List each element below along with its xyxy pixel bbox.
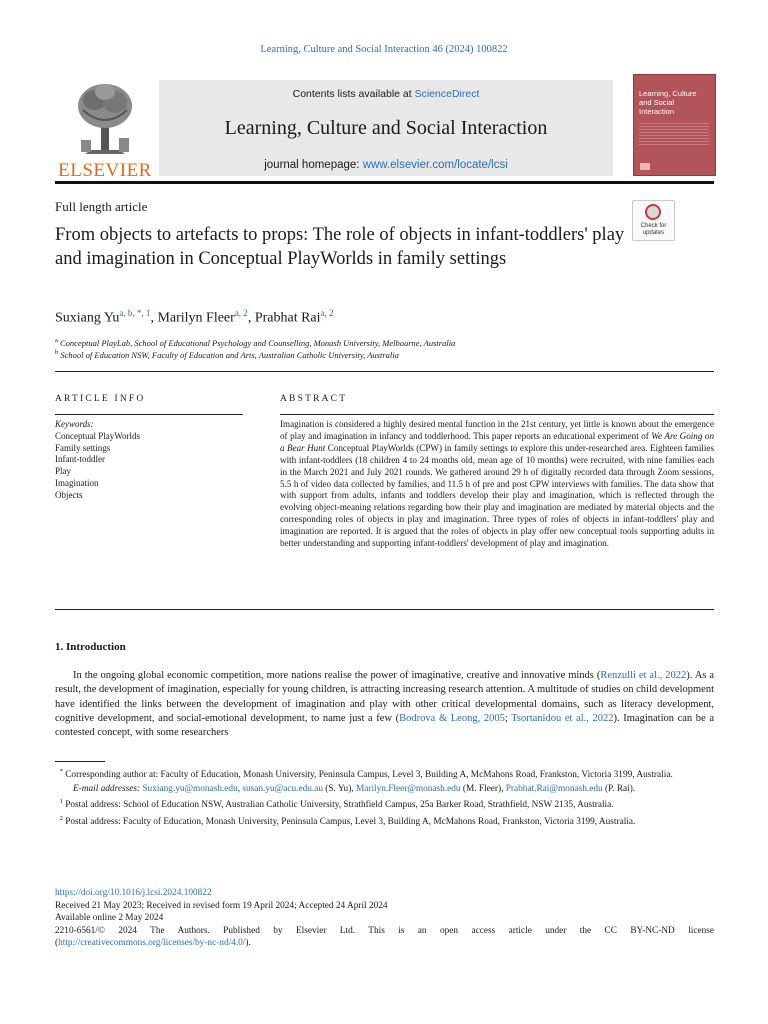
text: In the ongoing global economic competition, more nations realise the power of imaginative, creative and innovative minds (: [73, 670, 601, 681]
affiliation: [55, 337, 455, 348]
author-name[interactable]: Marilyn Fleer: [157, 310, 235, 326]
article-metadata: [55, 887, 714, 950]
section-rule: [55, 371, 714, 372]
abstract-heading: ABSTRACT: [280, 394, 348, 404]
text: ). Imagination can be a contested concept, with some researchers: [55, 712, 715, 739]
author-marks[interactable]: a, 2: [320, 308, 334, 318]
email-link[interactable]: susan.yu@acu.edu.au: [242, 783, 323, 794]
email-link[interactable]: Marilyn.Fleer@monash.edu: [355, 783, 461, 794]
check-for-updates-button[interactable]: [632, 200, 675, 241]
sciencedirect-link[interactable]: ScienceDirect: [414, 88, 480, 100]
footnote-text: Postal address: School of Education NSW, Australian Catholic University, Strathfield Campus, 25a Barker Road, Strathfield, NSW 2135, Australia.: [65, 800, 614, 811]
elsevier-tree-icon: [75, 80, 135, 158]
footnote-2: [55, 813, 714, 829]
author-marks[interactable]: a, b, *, 1: [119, 308, 151, 318]
abstract-part: Imagination is considered a highly desired mental function in the 21st century, yet little is known about the emergence of play and imagination in infancy and toddlerhood. This paper reports an educational experiment of: [280, 419, 714, 441]
footnote-text: (M. Fleer),: [460, 783, 506, 794]
footnote-text: Postal address: Faculty of Education, Monash University, Peninsula Campus, Level 3, Building A, McMahons Road, Frankston, Victoria 3199, Australia.: [65, 817, 636, 828]
introduction-body: [55, 669, 714, 740]
header-rule: [55, 181, 714, 184]
email-link[interactable]: Prabhat.Rai@monash.edu: [505, 783, 603, 794]
keywords-block: [55, 419, 140, 502]
journal-reference[interactable]: Learning, Culture and Social Interaction 46 (2024) 100822: [260, 44, 508, 55]
cover-title: Learning, Culture and Social Interaction: [639, 89, 697, 116]
email-link[interactable]: Suxiang.yu@monash.edu: [142, 783, 238, 794]
elsevier-logo[interactable]: [55, 80, 155, 180]
author-marks[interactable]: a, 2: [234, 308, 248, 318]
footnote-corresponding: [55, 766, 714, 782]
paragraph: [55, 669, 714, 740]
homepage-prefix: journal homepage:: [264, 159, 363, 171]
article-info-heading: ARTICLE INFO: [55, 394, 146, 404]
journal-cover-thumbnail[interactable]: [633, 74, 716, 176]
check-updates-icon: [645, 204, 661, 220]
doi-link[interactable]: https://doi.org/10.1016/j.lcsi.2024.100822: [55, 888, 212, 898]
citation-link[interactable]: Renzulli et al., 2022: [600, 670, 687, 681]
affiliation-text: School of Education NSW, Faculty of Education and Arts, Australian Catholic University, Australia: [60, 349, 399, 360]
license-link-line: (http://creativecommons.org/licenses/by-nc-nd/4.0/).: [55, 938, 251, 949]
author-name[interactable]: Prabhat Rai: [254, 310, 321, 326]
text: ). As a result, the development of imagination, especially for young children, is attracting increasing research attention. A multitude of studies on child development have identified the links between the development of imagination and play with other critical developmental domains, such as literacy development, cognitive development, and social-emotional development, to name just a few (: [55, 670, 715, 724]
license-text: 2210-6561/© 2024 The Authors. Published by Elsevier Ltd. This is an open access article under the CC BY-NC-ND license: [55, 925, 714, 936]
footnotes: [55, 766, 714, 830]
footnote-rule: [55, 761, 105, 762]
license-link[interactable]: http://creativecommons.org/licenses/by-nc-nd/4.0/: [58, 938, 246, 949]
footnote-mark: *: [59, 768, 63, 775]
abstract-end-rule: [55, 609, 714, 610]
contents-prefix: Contents lists available at: [292, 88, 415, 100]
homepage-link[interactable]: www.elsevier.com/locate/lcsi: [362, 159, 508, 171]
homepage-line: [159, 159, 613, 171]
received-dates: Received 21 May 2023; Received in revised form 19 April 2024; Accepted 24 April 2024: [55, 900, 388, 911]
contents-line: [159, 88, 613, 100]
keyword-item: Family settings: [55, 442, 111, 453]
check-updates-label: Check for updates: [640, 223, 667, 236]
abstract-rule: [280, 414, 714, 415]
footnote-mark: 1: [59, 798, 63, 806]
keyword-item: Imagination: [55, 477, 99, 488]
author-name[interactable]: Suxiang Yu: [55, 310, 120, 326]
footnote-text: (P. Rai).: [602, 783, 636, 794]
footnote-emails: E-mail addresses: Suxiang.yu@monash.edu, susan.yu@acu.edu.au (S. Yu), Marilyn.Fleer@monash.edu (M. Fleer), Prabhat.Rai@monash.edu (P. Rai).: [73, 783, 636, 794]
affiliation: [55, 349, 399, 360]
text: ;: [504, 712, 512, 724]
abstract-italic: We Are Going on a Bear Hunt: [280, 430, 714, 453]
affiliation-mark: b: [55, 349, 59, 356]
article-title: From objects to artefacts to props: The role of objects in infant-toddlers' play and imagination in Conceptual PlayWorlds in family settings: [55, 225, 625, 269]
journal-banner: [159, 80, 613, 176]
cover-publisher-logo: [640, 163, 650, 170]
abstract-part: Conceptual PlayWorlds (CPW) in family settings to explore this under-researched area. Eighteen families with infant-toddlers (18 children 4 to 24 months old, mean age of 10 months) were recruited, with nine families each in the March 2021 and July 2021 rounds. We gathered around 29 h of digitally recorded data through Zoom sessions, 5.5 h of video data collected by families, and 11.5 h of pre and post CPW interviews with families. The data show that with support from adults, infants and toddlers develop their play and imagination, which is reflected through the evolving object-meaning relations regarding how their play and imagination are mediated by material objects and the corresponding roles of objects in play and imagination. Three types of roles of objects in infant-toddlers' play and imagination are reported. It is argued that the roles of objects in play offer new conceptual tools supporting adults in better understanding and supporting infant-toddlers' development of play and imagination.: [280, 442, 714, 549]
citation-link[interactable]: Tsortanidou et al., 2022: [511, 712, 614, 724]
footnote-text: (S. Yu),: [322, 783, 356, 794]
section-heading-introduction: 1. Introduction: [55, 641, 126, 653]
affiliation-text: Conceptual PlayLab, School of Educational Psychology and Counselling, Monash University, Melbourne, Australia: [60, 337, 456, 348]
keyword-item: Conceptual PlayWorlds: [55, 430, 141, 441]
keyword-item: Play: [55, 466, 72, 477]
abstract-text: [280, 419, 714, 550]
cover-pattern: [639, 123, 709, 145]
license-end: .: [248, 938, 251, 949]
footnote-mark: 2: [59, 814, 63, 822]
keywords-label: Keywords:: [55, 419, 94, 429]
keywords-rule: [55, 414, 243, 415]
email-label: E-mail addresses:: [73, 783, 141, 794]
article-type: Full length article: [55, 199, 148, 214]
journal-title: Learning, Culture and Social Interaction: [224, 117, 548, 139]
citation-link[interactable]: Bodrova & Leong, 2005: [399, 712, 505, 724]
elsevier-wordmark: ELSEVIER: [58, 160, 152, 181]
author-list: Suxiang $Yu^{a, b, *, 1}$, Marilyn Fleer$^{a, 2}$, Prabhat Rai$^{a, 2}$: [55, 308, 334, 326]
footnote-1: [55, 796, 714, 812]
keyword-item: Objects: [55, 489, 83, 500]
affiliation-mark: a: [55, 337, 58, 344]
footnote-text: Corresponding author at: Faculty of Education, Monash University, Peninsula Campus, Level 3, Building A, McMahons Road, Frankston, Victoria 3199, Australia.: [65, 770, 673, 781]
keyword-item: Infant-toddler: [55, 454, 105, 465]
journal-header: [55, 74, 714, 180]
online-date: Available online 2 May 2024: [55, 913, 164, 924]
